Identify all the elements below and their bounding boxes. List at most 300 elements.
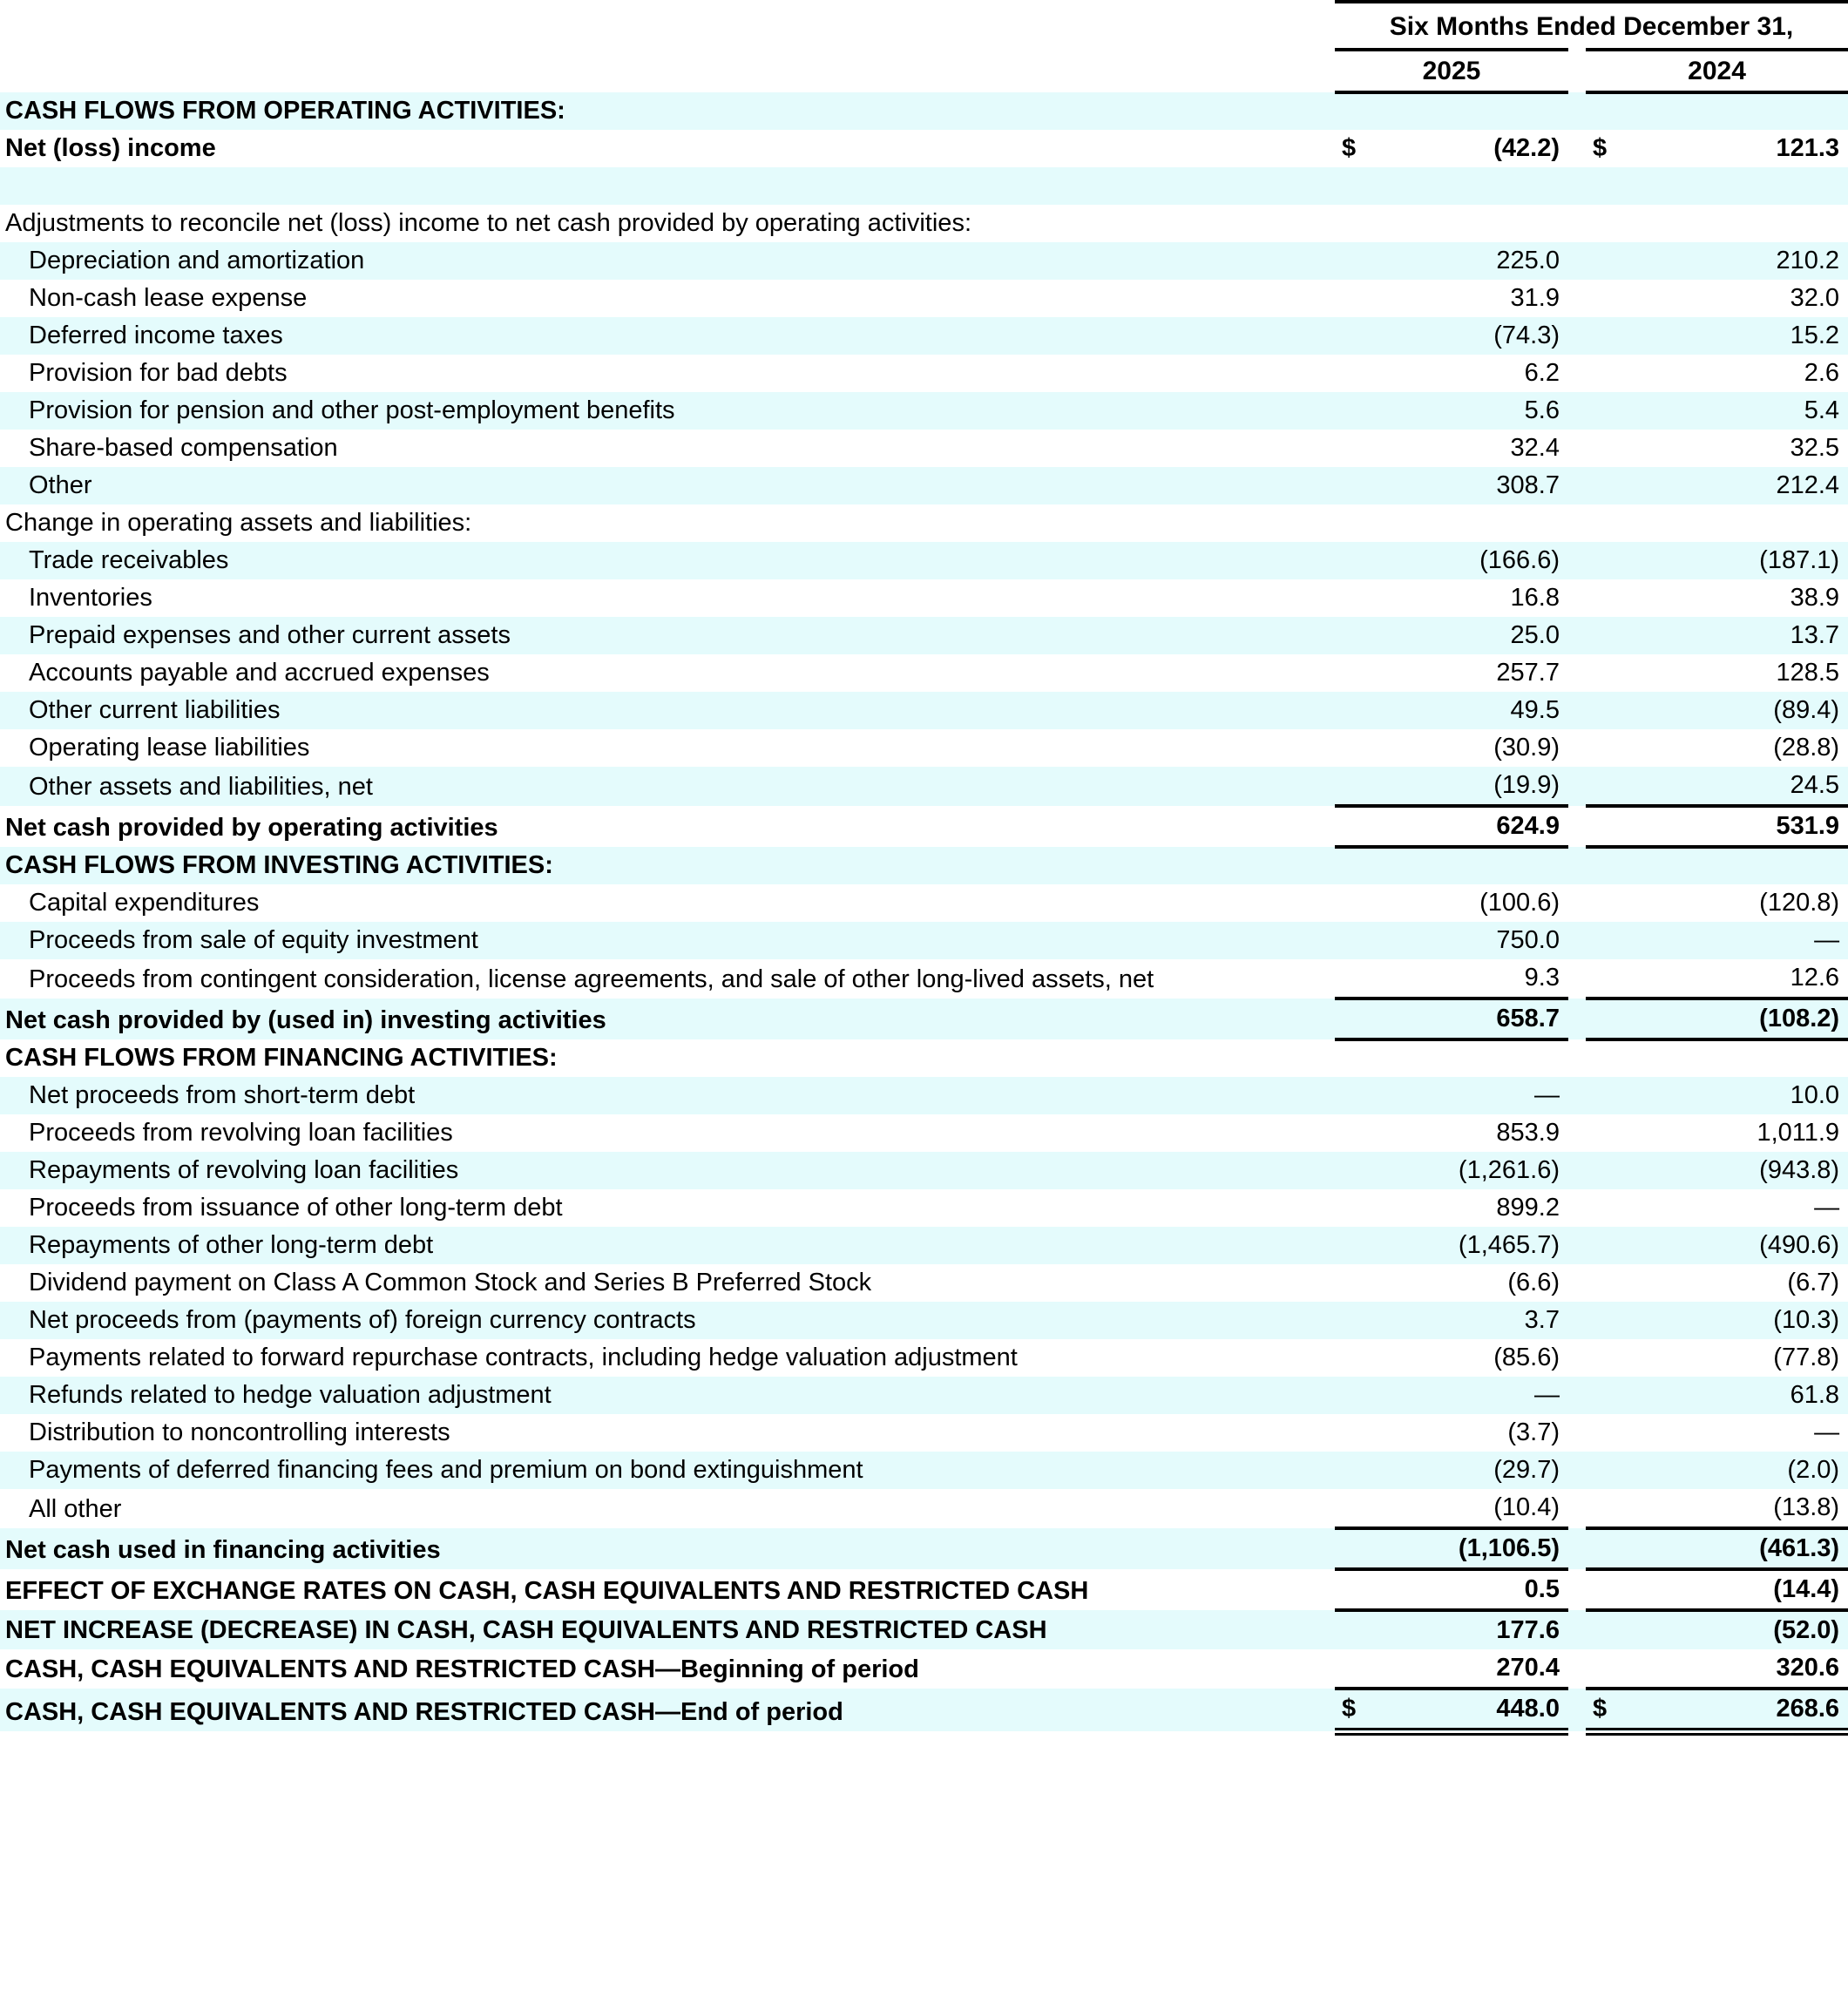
value-2024: (490.6) (1638, 1227, 1848, 1264)
table-row (0, 767, 1848, 806)
row-label: Prepaid expenses and other current assets (0, 617, 1335, 654)
currency-symbol-2024 (1586, 1569, 1638, 1610)
currency-symbol-2025 (1335, 1302, 1387, 1339)
column-gap (1568, 1377, 1586, 1414)
value-2025: 5.6 (1387, 392, 1568, 430)
column-gap (1568, 1114, 1586, 1152)
currency-symbol-2024 (1586, 542, 1638, 579)
column-gap (1568, 692, 1586, 729)
currency-symbol-2024 (1586, 847, 1638, 884)
value-2024: 13.7 (1638, 617, 1848, 654)
blank-row-value (1586, 167, 1638, 205)
currency-symbol-2024 (1586, 92, 1638, 130)
section-heading-row (0, 92, 1848, 130)
currency-symbol-2024 (1586, 355, 1638, 392)
header-period-row (0, 2, 1848, 50)
currency-symbol-2025 (1335, 280, 1387, 317)
currency-symbol-2024 (1586, 1377, 1638, 1414)
currency-symbol-2024 (1586, 1610, 1638, 1649)
value-2025: 308.7 (1387, 467, 1568, 504)
column-gap (1568, 617, 1586, 654)
row-label: Adjustments to reconcile net (loss) income to net cash provided by operating activities: (0, 205, 1335, 242)
currency-symbol-2025 (1335, 542, 1387, 579)
row-label: Payments of deferred financing fees and premium on bond extinguishment (0, 1452, 1335, 1489)
table-row (0, 1227, 1848, 1264)
currency-symbol-2025 (1335, 1610, 1387, 1649)
currency-symbol-2025 (1335, 205, 1387, 242)
row-label: Other current liabilities (0, 692, 1335, 729)
column-gap (1568, 767, 1586, 806)
summary-row (0, 1569, 1848, 1610)
value-2025: (30.9) (1387, 729, 1568, 767)
header-year-2024: 2024 (1586, 50, 1848, 92)
currency-symbol-2025 (1335, 1227, 1387, 1264)
table-row (0, 1189, 1848, 1227)
value-2025: 225.0 (1387, 242, 1568, 280)
column-gap (1568, 884, 1586, 922)
table-row (0, 729, 1848, 767)
header-year-row (0, 50, 1848, 92)
currency-symbol-2024: $ (1586, 1689, 1638, 1732)
row-label: Net proceeds from (payments of) foreign currency contracts (0, 1302, 1335, 1339)
currency-symbol-2024 (1586, 579, 1638, 617)
currency-symbol-2024: $ (1586, 130, 1638, 167)
value-2024: 212.4 (1638, 467, 1848, 504)
value-2025: 899.2 (1387, 1189, 1568, 1227)
column-gap (1568, 392, 1586, 430)
currency-symbol-2025 (1335, 1189, 1387, 1227)
table-row (0, 579, 1848, 617)
value-2025: (6.6) (1387, 1264, 1568, 1302)
column-gap (1568, 1302, 1586, 1339)
column-gap (1568, 1414, 1586, 1452)
row-label: Repayments of revolving loan facilities (0, 1152, 1335, 1189)
table-row (0, 167, 1848, 205)
row-label: Trade receivables (0, 542, 1335, 579)
column-gap (1568, 959, 1586, 998)
value-2025: 49.5 (1387, 692, 1568, 729)
row-label: Other (0, 467, 1335, 504)
header-year-gap (1568, 50, 1586, 92)
currency-symbol-2025 (1335, 1039, 1387, 1077)
value-2025 (1387, 847, 1568, 884)
column-gap (1568, 1339, 1586, 1377)
row-label: Proceeds from contingent consideration, license agreements, and sale of other long-lived assets, net (0, 959, 1335, 998)
row-label: Net cash provided by (used in) investing activities (0, 998, 1335, 1039)
currency-symbol-2024 (1586, 430, 1638, 467)
currency-symbol-2024 (1586, 617, 1638, 654)
table-row (0, 1264, 1848, 1302)
value-2024: (6.7) (1638, 1264, 1848, 1302)
blank-row-value (1568, 167, 1586, 205)
value-2024: 5.4 (1638, 392, 1848, 430)
value-2025 (1387, 1039, 1568, 1077)
currency-symbol-2025 (1335, 92, 1387, 130)
value-2024: 531.9 (1638, 806, 1848, 847)
value-2025: — (1387, 1077, 1568, 1114)
table-row (0, 205, 1848, 242)
value-2024: — (1638, 1414, 1848, 1452)
column-gap (1568, 1649, 1586, 1689)
currency-symbol-2024 (1586, 1452, 1638, 1489)
value-2025 (1387, 205, 1568, 242)
table-row (0, 1414, 1848, 1452)
column-gap (1568, 205, 1586, 242)
currency-symbol-2024 (1586, 1528, 1638, 1569)
value-2024: 10.0 (1638, 1077, 1848, 1114)
row-label: CASH, CASH EQUIVALENTS AND RESTRICTED CASH—Beginning of period (0, 1649, 1335, 1689)
column-gap (1568, 922, 1586, 959)
blank-row-label (0, 167, 1335, 205)
table-row (0, 392, 1848, 430)
column-gap (1568, 654, 1586, 692)
column-gap (1568, 430, 1586, 467)
table-row (0, 617, 1848, 654)
value-2024: (108.2) (1638, 998, 1848, 1039)
currency-symbol-2024 (1586, 959, 1638, 998)
table-row (0, 1302, 1848, 1339)
column-gap (1568, 806, 1586, 847)
value-2024: 320.6 (1638, 1649, 1848, 1689)
row-label: Change in operating assets and liabilities: (0, 504, 1335, 542)
row-label: Deferred income taxes (0, 317, 1335, 355)
value-2025: (166.6) (1387, 542, 1568, 579)
currency-symbol-2024 (1586, 1649, 1638, 1689)
column-gap (1568, 1227, 1586, 1264)
value-2024: 32.5 (1638, 430, 1848, 467)
table-row (0, 1377, 1848, 1414)
value-2025: (1,465.7) (1387, 1227, 1568, 1264)
value-2025: (100.6) (1387, 884, 1568, 922)
value-2025: 177.6 (1387, 1610, 1568, 1649)
currency-symbol-2025 (1335, 1569, 1387, 1610)
header-spacer-left-2 (0, 50, 1335, 92)
currency-symbol-2025 (1335, 392, 1387, 430)
value-2024: (943.8) (1638, 1152, 1848, 1189)
currency-symbol-2025 (1335, 729, 1387, 767)
row-label: Capital expenditures (0, 884, 1335, 922)
value-2024: 15.2 (1638, 317, 1848, 355)
row-label: Net proceeds from short-term debt (0, 1077, 1335, 1114)
table-row (0, 467, 1848, 504)
column-gap (1568, 1689, 1586, 1732)
column-gap (1568, 1039, 1586, 1077)
column-gap (1568, 1077, 1586, 1114)
value-2024: (77.8) (1638, 1339, 1848, 1377)
value-2025: — (1387, 1377, 1568, 1414)
header-period-title: Six Months Ended December 31, (1335, 2, 1848, 50)
currency-symbol-2024 (1586, 242, 1638, 280)
currency-symbol-2025 (1335, 959, 1387, 998)
value-2025: 448.0 (1387, 1689, 1568, 1732)
column-gap (1568, 242, 1586, 280)
row-label: Provision for pension and other post-employment benefits (0, 392, 1335, 430)
value-2025: (85.6) (1387, 1339, 1568, 1377)
currency-symbol-2025 (1335, 1077, 1387, 1114)
column-gap (1568, 280, 1586, 317)
currency-symbol-2024 (1586, 1339, 1638, 1377)
row-label: Net cash provided by operating activities (0, 806, 1335, 847)
currency-symbol-2024 (1586, 1414, 1638, 1452)
table-row (0, 922, 1848, 959)
table-row (0, 1452, 1848, 1489)
row-label: NET INCREASE (DECREASE) IN CASH, CASH EQUIVALENTS AND RESTRICTED CASH (0, 1610, 1335, 1649)
table-row (0, 884, 1848, 922)
table-row (0, 317, 1848, 355)
row-label: Accounts payable and accrued expenses (0, 654, 1335, 692)
row-label: Net (loss) income (0, 130, 1335, 167)
value-2024 (1638, 1039, 1848, 1077)
column-gap (1568, 542, 1586, 579)
column-gap (1568, 729, 1586, 767)
value-2024: 24.5 (1638, 767, 1848, 806)
currency-symbol-2025 (1335, 467, 1387, 504)
table-row (0, 1528, 1848, 1569)
row-label: Other assets and liabilities, net (0, 767, 1335, 806)
column-gap (1568, 1189, 1586, 1227)
value-2024: 268.6 (1638, 1689, 1848, 1732)
summary-row (0, 1649, 1848, 1689)
currency-symbol-2024 (1586, 654, 1638, 692)
table-row (0, 654, 1848, 692)
table-row (0, 692, 1848, 729)
row-label: Refunds related to hedge valuation adjustment (0, 1377, 1335, 1414)
value-2024: 2.6 (1638, 355, 1848, 392)
value-2025: (10.4) (1387, 1489, 1568, 1528)
table-row (0, 504, 1848, 542)
section-heading-row (0, 1039, 1848, 1077)
value-2024 (1638, 92, 1848, 130)
column-gap (1568, 1528, 1586, 1569)
currency-symbol-2025 (1335, 317, 1387, 355)
row-label: Operating lease liabilities (0, 729, 1335, 767)
value-2024: 61.8 (1638, 1377, 1848, 1414)
value-2024: — (1638, 922, 1848, 959)
currency-symbol-2025 (1335, 504, 1387, 542)
currency-symbol-2024 (1586, 767, 1638, 806)
column-gap (1568, 1489, 1586, 1528)
currency-symbol-2025 (1335, 922, 1387, 959)
currency-symbol-2024 (1586, 998, 1638, 1039)
value-2024: 12.6 (1638, 959, 1848, 998)
currency-symbol-2024 (1586, 1114, 1638, 1152)
blank-row-value (1638, 167, 1848, 205)
value-2025: 9.3 (1387, 959, 1568, 998)
column-gap (1568, 467, 1586, 504)
value-2024 (1638, 205, 1848, 242)
column-gap (1568, 504, 1586, 542)
currency-symbol-2025 (1335, 1339, 1387, 1377)
value-2025: (74.3) (1387, 317, 1568, 355)
column-gap (1568, 1610, 1586, 1649)
value-2024: 32.0 (1638, 280, 1848, 317)
value-2024: (10.3) (1638, 1302, 1848, 1339)
column-gap (1568, 1264, 1586, 1302)
value-2024: (13.8) (1638, 1489, 1848, 1528)
value-2025: 658.7 (1387, 998, 1568, 1039)
value-2024: 1,011.9 (1638, 1114, 1848, 1152)
currency-symbol-2025 (1335, 998, 1387, 1039)
value-2024: 128.5 (1638, 654, 1848, 692)
value-2025: 32.4 (1387, 430, 1568, 467)
row-label: Net cash used in financing activities (0, 1528, 1335, 1569)
currency-symbol-2024 (1586, 1189, 1638, 1227)
value-2025: (42.2) (1387, 130, 1568, 167)
row-label: Proceeds from issuance of other long-term debt (0, 1189, 1335, 1227)
table-row (0, 242, 1848, 280)
currency-symbol-2025 (1335, 579, 1387, 617)
table-row (0, 430, 1848, 467)
currency-symbol-2025 (1335, 1489, 1387, 1528)
value-2025: (3.7) (1387, 1414, 1568, 1452)
currency-symbol-2024 (1586, 504, 1638, 542)
currency-symbol-2025 (1335, 654, 1387, 692)
row-label: Repayments of other long-term debt (0, 1227, 1335, 1264)
table-row (0, 542, 1848, 579)
table-row (0, 1114, 1848, 1152)
value-2024 (1638, 504, 1848, 542)
value-2024 (1638, 847, 1848, 884)
value-2025 (1387, 92, 1568, 130)
currency-symbol-2025 (1335, 617, 1387, 654)
table-row (0, 998, 1848, 1039)
row-label: Non-cash lease expense (0, 280, 1335, 317)
value-2025: 853.9 (1387, 1114, 1568, 1152)
value-2025 (1387, 504, 1568, 542)
summary-row (0, 1610, 1848, 1649)
value-2025: 3.7 (1387, 1302, 1568, 1339)
currency-symbol-2025 (1335, 1414, 1387, 1452)
currency-symbol-2024 (1586, 806, 1638, 847)
currency-symbol-2024 (1586, 392, 1638, 430)
currency-symbol-2024 (1586, 1227, 1638, 1264)
column-gap (1568, 130, 1586, 167)
header-spacer-left (0, 2, 1335, 50)
row-label: Proceeds from revolving loan facilities (0, 1114, 1335, 1152)
column-gap (1568, 998, 1586, 1039)
currency-symbol-2025 (1335, 430, 1387, 467)
value-2025: 257.7 (1387, 654, 1568, 692)
currency-symbol-2025: $ (1335, 130, 1387, 167)
currency-symbol-2024 (1586, 1302, 1638, 1339)
currency-symbol-2024 (1586, 1489, 1638, 1528)
currency-symbol-2025 (1335, 1649, 1387, 1689)
table-row (0, 1152, 1848, 1189)
currency-symbol-2025 (1335, 355, 1387, 392)
currency-symbol-2024 (1586, 317, 1638, 355)
currency-symbol-2025 (1335, 1528, 1387, 1569)
value-2025: (19.9) (1387, 767, 1568, 806)
table-row (0, 130, 1848, 167)
currency-symbol-2025: $ (1335, 1689, 1387, 1732)
row-label: Dividend payment on Class A Common Stock and Series B Preferred Stock (0, 1264, 1335, 1302)
value-2025: (1,261.6) (1387, 1152, 1568, 1189)
value-2025: 0.5 (1387, 1569, 1568, 1610)
table-row (0, 280, 1848, 317)
column-gap (1568, 1569, 1586, 1610)
row-label: Depreciation and amortization (0, 242, 1335, 280)
table-row (0, 355, 1848, 392)
currency-symbol-2025 (1335, 692, 1387, 729)
currency-symbol-2025 (1335, 1114, 1387, 1152)
table-row (0, 1077, 1848, 1114)
value-2024: 38.9 (1638, 579, 1848, 617)
row-label: CASH FLOWS FROM OPERATING ACTIVITIES: (0, 92, 1335, 130)
currency-symbol-2025 (1335, 806, 1387, 847)
table-row (0, 959, 1848, 998)
currency-symbol-2024 (1586, 1077, 1638, 1114)
value-2024: (120.8) (1638, 884, 1848, 922)
value-2024: (89.4) (1638, 692, 1848, 729)
currency-symbol-2024 (1586, 280, 1638, 317)
column-gap (1568, 92, 1586, 130)
currency-symbol-2024 (1586, 467, 1638, 504)
currency-symbol-2025 (1335, 242, 1387, 280)
section-heading-row (0, 847, 1848, 884)
value-2024: (187.1) (1638, 542, 1848, 579)
value-2025: 750.0 (1387, 922, 1568, 959)
row-label: All other (0, 1489, 1335, 1528)
column-gap (1568, 355, 1586, 392)
value-2024: (52.0) (1638, 1610, 1848, 1649)
blank-row-value (1335, 167, 1387, 205)
row-label: CASH FLOWS FROM FINANCING ACTIVITIES: (0, 1039, 1335, 1077)
column-gap (1568, 317, 1586, 355)
currency-symbol-2024 (1586, 922, 1638, 959)
currency-symbol-2024 (1586, 1152, 1638, 1189)
currency-symbol-2025 (1335, 1452, 1387, 1489)
row-label: Provision for bad debts (0, 355, 1335, 392)
value-2024: (14.4) (1638, 1569, 1848, 1610)
currency-symbol-2024 (1586, 1039, 1638, 1077)
row-label: Inventories (0, 579, 1335, 617)
currency-symbol-2024 (1586, 1264, 1638, 1302)
summary-row (0, 1689, 1848, 1732)
row-label: CASH, CASH EQUIVALENTS AND RESTRICTED CASH—End of period (0, 1689, 1335, 1732)
currency-symbol-2025 (1335, 884, 1387, 922)
value-2025: 31.9 (1387, 280, 1568, 317)
row-label: Proceeds from sale of equity investment (0, 922, 1335, 959)
value-2025: 270.4 (1387, 1649, 1568, 1689)
value-2024: 121.3 (1638, 130, 1848, 167)
row-label: Share-based compensation (0, 430, 1335, 467)
value-2025: (1,106.5) (1387, 1528, 1568, 1569)
currency-symbol-2025 (1335, 767, 1387, 806)
blank-row-value (1387, 167, 1568, 205)
value-2024: — (1638, 1189, 1848, 1227)
table-row (0, 1489, 1848, 1528)
value-2025: 16.8 (1387, 579, 1568, 617)
currency-symbol-2025 (1335, 1152, 1387, 1189)
row-label: Payments related to forward repurchase contracts, including hedge valuation adjustment (0, 1339, 1335, 1377)
value-2024: 210.2 (1638, 242, 1848, 280)
currency-symbol-2025 (1335, 1264, 1387, 1302)
row-label: CASH FLOWS FROM INVESTING ACTIVITIES: (0, 847, 1335, 884)
header-year-2025: 2025 (1335, 50, 1568, 92)
table-row (0, 1339, 1848, 1377)
value-2024: (28.8) (1638, 729, 1848, 767)
row-label: EFFECT OF EXCHANGE RATES ON CASH, CASH EQUIVALENTS AND RESTRICTED CASH (0, 1569, 1335, 1610)
value-2025: (29.7) (1387, 1452, 1568, 1489)
column-gap (1568, 579, 1586, 617)
currency-symbol-2024 (1586, 205, 1638, 242)
column-gap (1568, 847, 1586, 884)
currency-symbol-2025 (1335, 1377, 1387, 1414)
currency-symbol-2024 (1586, 729, 1638, 767)
value-2025: 25.0 (1387, 617, 1568, 654)
value-2024: (2.0) (1638, 1452, 1848, 1489)
currency-symbol-2024 (1586, 884, 1638, 922)
